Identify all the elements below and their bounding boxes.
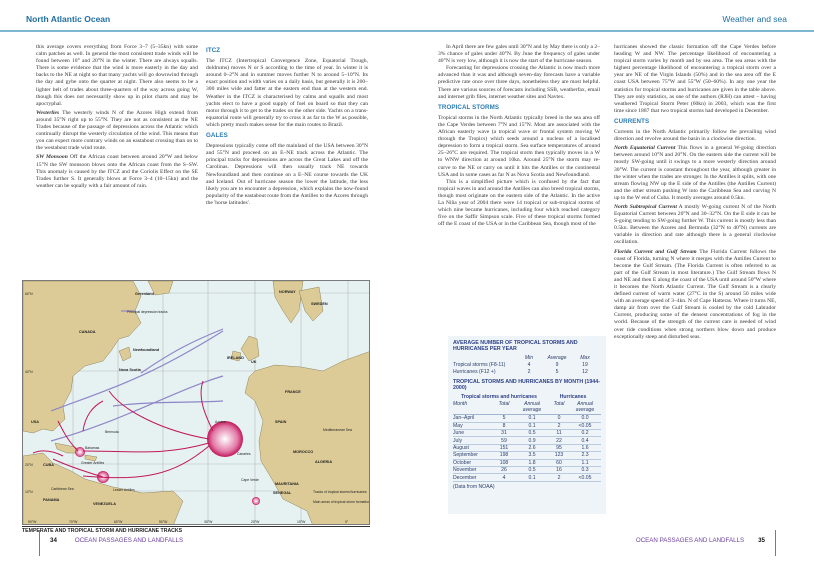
svg-text:SPAIN: SPAIN	[275, 420, 287, 424]
trades-paragraph: this average covers everything from Force 3–7 (5–35kn) with some calm patches as well. In general the most consistent trade winds will be found between 10° and 20°N in the winter. There are always squalls. There is some evidence that the wind is more easterly in the day and backs to the NE at night so that many yachts will go downwind through the day and gybe onto the quarter at night. There also seems to be a lighter belt of trades about three-quarters of the way across going W, though this does not necessarily show up in pilot charts and may be apocryphal.	[36, 44, 198, 107]
column-1	[36, 44, 198, 192]
sw-monsoon-lead: SW Monsoon	[36, 154, 68, 161]
gulf-stream-paragraph: Florida Current and Gulf Stream The Florida Current follows the coast of Florida, turning N where it merges with the Antilles Current to become the Gulf Stream. (The Florida Current is often referred to as part of the Gulf Stream in most literature.) The Gulf Stream flows N and NE and then E along the coast of the USA until around 50°W where it becomes the North Atlantic Current. The Gulf Stream is a clearly defined current of warm water (27°C in the S) around 50 miles wide with an average speed of 3–4kn. N of Cape Hatteras. Where it turns NE, damp air from over the Gulf Stream is cooled by the cold Labrador Current, producing some of the densest concentrations of fog in the world. Because of the strength of the current care is needed of wind over tide conditions when strong northers blow down and produce exceptionally steep and disturbed seas.	[614, 248, 776, 340]
svg-text:60°N: 60°N	[25, 292, 33, 296]
svg-text:0°: 0°	[345, 520, 349, 524]
svg-text:USA: USA	[31, 420, 40, 424]
forecasting-paragraph: Forecasting for depressions crossing the Atlantic is now much more advanced than it was and although seven-day forecasts have a variable predictive rate once over three days, nonetheless they are most helpful. There are various sources of forecasts including SSB, weatherfax, email and internet grib files, internet weather sites and Navtex.	[438, 65, 600, 100]
tropical-storms-paragraph: Tropical storms in the North Atlantic typically breed in the sea area off the Cape Verdes between 7°N and 15°N. Most are associated with the African easterly wave (a tropical wave or frontal system moving W through the Tropics) which seeds around a nucleus of a localised depression to form a tropical storm. Sea surface temperatures of around 25–26°C are required. The tropical storm then typically moves in a W to WNW direction at around 10kn. Around 25°N the storm may re-curve to the NE or carry on until it hits the Antilles or the continental USA and in some cases as far N as Nova Scotia and Newfoundland.	[438, 114, 600, 178]
currents-heading: CURRENTS	[614, 117, 650, 125]
svg-text:UK: UK	[251, 360, 257, 364]
la-nina-paragraph: This is a simplified picture which is confused by the fact that tropical waves in and around the Antilles can also breed tropical storms, though most originate on the eastern side of the Atlantic. In the active La Niña year of 2004 there were 14 tropical or sub-tropical storms of which nine became hurricanes, including four which reached category five on the Saffir Simpson scale. Five of these tropical storms formed off the E coast of the USA or in the Caribbean Sea, though most of the	[438, 178, 600, 228]
april-gales-paragraph: In April there are few gales until 30°N and by May there is only a 2–3% chance of gales under 40°N. By June the frequency of gales under 40°N is very low, although it is now the start of the hurricane season.	[438, 44, 601, 65]
column-4	[614, 44, 776, 343]
gales-heading: GALES	[206, 132, 228, 140]
table-row: August 151 2.6 95 1.6	[453, 445, 601, 452]
svg-text:Newfoundland: Newfoundland	[133, 348, 160, 352]
svg-text:Bermuda: Bermuda	[105, 430, 119, 434]
table-row: July 59 0.9 22 0.4	[453, 437, 601, 444]
column-3	[438, 44, 600, 228]
table-row: November 26 0.5 16 0.3	[453, 467, 601, 474]
svg-text:10°N: 10°N	[25, 490, 33, 494]
table-row: December 4 0.1 2 <0.05	[453, 474, 601, 481]
svg-text:MOROCCO: MOROCCO	[293, 450, 314, 454]
svg-text:Nova Scotia: Nova Scotia	[119, 368, 141, 372]
svg-text:Greater Antilles: Greater Antilles	[81, 461, 105, 465]
svg-text:20°W: 20°W	[251, 520, 260, 524]
north-subtropical-paragraph: North Subtropical Current A mostly W-going current N of the North Equatorial Current between 20°N and 30–32°N. On the E side it can be S-going tending to SW-going further W. This current is mostly less than 0.5kn. Between the Azores and Bermuda (32°N to 40°N) currents are variable in direction and rate although there is a general clockwise oscillation.	[614, 203, 776, 246]
right-page-footer	[636, 530, 776, 556]
svg-text:FRANCE: FRANCE	[285, 390, 301, 394]
svg-text:IRELAND: IRELAND	[227, 356, 244, 360]
book-title-right: OCEAN PASSAGES AND LANDFALLS	[635, 537, 745, 544]
svg-text:Principal depression tracks: Principal depression tracks	[127, 310, 168, 314]
svg-text:CANADA: CANADA	[79, 330, 96, 334]
running-head	[0, 0, 814, 32]
table-row: September 198 3.5 123 2.3	[453, 452, 601, 459]
sw-monsoon-paragraph: SW Monsoon Off the African coast between around 20°W and below 15°N the SW monsoon blows onto the African coast from the S–SW. This anomaly is caused by the ITCZ and the Coriolis Effect on the SE Trades further S. It generally blows at Force 3–4 (10–15kn) and the weather can be squally with a fair amount of rain.	[36, 154, 198, 189]
table-row: June 31 0.5 11 0.2	[453, 430, 601, 437]
table-row: May 8 0.1 2 <0.05	[453, 423, 601, 430]
svg-text:30°W: 30°W	[204, 520, 213, 524]
avg-table-row: Tropical storms (F8-11) 4 9 19	[453, 362, 588, 369]
svg-text:Greenland: Greenland	[135, 292, 154, 296]
svg-text:NORWAY: NORWAY	[279, 290, 296, 294]
svg-text:SENEGAL: SENEGAL	[273, 491, 292, 495]
svg-text:60°W: 60°W	[114, 520, 123, 524]
chapter-title: Weather and sea	[722, 14, 787, 24]
avg-table-title: AVERAGE NUMBER OF TROPICAL STORMS AND HURRICANES PER YEAR	[453, 340, 578, 353]
hurricanes-paragraph: hurricanes showed the classic formation off the Cape Verdes before heading W and NW. The percentage likelihood of encountering a tropical storm varies by month and by sea area. The sea areas with the highest percentage likelihood of encountering a tropical storm over a year are NE of the Virgin Islands (50%) and in the sea area off the E coast USA between 75°W and 55°W (50–60%). In any one year the statistics for tropical storms and hurricanes are given in the table above. They are only statistics, as one of the authors (RJH) can attest – having weathered Tropical Storm Peter (60kn) in 2003, which was the first time since 1887 that two tropical storms had developed in December.	[614, 44, 776, 114]
page-number-left: 34	[50, 537, 57, 544]
svg-text:10°W: 10°W	[297, 520, 306, 524]
svg-text:Tracks of tropical storms/hurr: Tracks of tropical storms/hurricanes	[313, 490, 367, 494]
westerlies-paragraph: Westerlies The westerly winds N of the Azores High extend from around 35°N right up to 55°N. They are not as consistent as the NE Trades because of the passage of depressions across the Atlantic which continually disrupt the westerly circulation of the wind. This means that you can expect more contrary winds on an eastabout crossing than on to the westabout trade wind route.	[36, 109, 198, 152]
tropical-storm-statistics-box	[448, 336, 606, 514]
table-source-note: (Data from NOAA)	[453, 483, 495, 490]
svg-text:50°W: 50°W	[159, 520, 168, 524]
svg-text:Canaries: Canaries	[237, 452, 251, 456]
svg-text:Lesser Antilles: Lesser Antilles	[113, 488, 135, 492]
svg-text:VENEZUELA: VENEZUELA	[93, 502, 116, 506]
svg-text:Main areas of tropical storm f: Main areas of tropical storm formation	[313, 500, 370, 504]
svg-text:PANAMA: PANAMA	[43, 498, 60, 502]
svg-text:Mediterranean Sea: Mediterranean Sea	[323, 428, 352, 432]
avg-table-row: Hurricanes (F12 +) 2 5 12	[453, 369, 588, 376]
svg-text:SWEDEN: SWEDEN	[311, 302, 328, 306]
left-page-footer	[39, 530, 183, 556]
svg-text:Bahamas: Bahamas	[85, 446, 100, 450]
storm-tracks-map	[22, 280, 370, 525]
page-number-right: 35	[758, 537, 765, 544]
gales-paragraph: Depressions typically come off the mainland of the USA between 30°N and 55°N and proceed on an E–NE track across the Atlantic. The principal tracks for depressions are across the Great Lakes and off the Carolinas. Depressions will then usually track NE towards Newfoundland and then continue on a E–NE course towards the UK and Iceland. Out of hurricane season the lower the latitude, the less likely you are to encounter a depression, which explains the now-found popularity of the eastabout route from the Antilles to the Azores through the 'horse latitudes'.	[206, 143, 368, 206]
map-caption: TEMPERATE AND TROPICAL STORM AND HURRICANE TRACKS	[22, 526, 370, 534]
itcz-heading: ITCZ	[206, 47, 221, 54]
month-table-groups: Tropical storms and hurricanes Hurricanes	[461, 394, 587, 401]
month-table-title: TROPICAL STORMS AND HURRICANES BY MONTH (1944-2000)	[453, 378, 600, 392]
svg-text:Azores: Azores	[215, 420, 226, 424]
table-row: October 108 1.8 60 1.1	[453, 460, 601, 467]
svg-text:CUBA: CUBA	[43, 463, 54, 467]
itcz-paragraph: The ITCZ (Intertropical Convergence Zone, Equatorial Trough, doldrums) moves N or S according to the time of year. In winter it is around 0–2°N and in summer moves further N to around 5–10°N. Its exact position and width varies on a daily basis, but generally it is 200–300 miles wide and fatter at the eastern end than at the western end. Weather in the ITCZ is characterised by calms and squalls and most yachts elect to have a good supply of fuel on board so that they can motor through it to get to the trades on the other side. Yachts on a trans-equatorial route will generally try to cross it as far to the W as possible, which pretty much makes sense for the main routes to Brazil.	[206, 58, 368, 128]
svg-text:MAURITANIA: MAURITANIA	[275, 482, 299, 486]
north-equatorial-paragraph: North Equatorial Current This flows in a general W-going direction between around 10°N and 20°N. On the eastern side the current will be mostly SW-going until it swings to a more westerly direction around 30°W. The current is constant throughout the year, although greater in the winter when the trades are stronger. In the Antilles it splits, with one stream flowing NW up the E side of the Antilles (the Antilles Current) and the other stream pushing W into the Caribbean Sea and curving N up to the W end of Cuba. It mostly averages around 0.5kn.	[614, 145, 776, 201]
svg-text:Caribbean Sea: Caribbean Sea	[51, 487, 74, 491]
svg-text:70°W: 70°W	[69, 520, 78, 524]
svg-text:40°N: 40°N	[25, 370, 33, 374]
avg-table-header: Min Average Max	[524, 355, 590, 361]
map-graphic	[23, 281, 370, 525]
book-title-left: OCEAN PASSAGES AND LANDFALLS	[74, 537, 184, 544]
month-table-header: Month Total Annual average Total Annual average	[453, 402, 601, 415]
westerlies-lead: Westerlies	[36, 109, 60, 116]
svg-text:90°W: 90°W	[28, 520, 37, 524]
currents-intro: Currents in the North Atlantic primarily follow the prevailing wind direction and revolve around the basin in a clockwise direction.	[614, 129, 776, 143]
table-row: Jan–April 5 0.1 0 0.0	[453, 415, 601, 422]
tropical-storms-heading: TROPICAL STORMS	[438, 103, 500, 111]
section-title: North Atlantic Ocean	[26, 14, 111, 24]
svg-text:Cape Verde: Cape Verde	[241, 478, 259, 482]
svg-text:ALGERIA: ALGERIA	[315, 460, 333, 464]
column-2	[206, 44, 368, 209]
svg-text:20°N: 20°N	[25, 463, 33, 467]
